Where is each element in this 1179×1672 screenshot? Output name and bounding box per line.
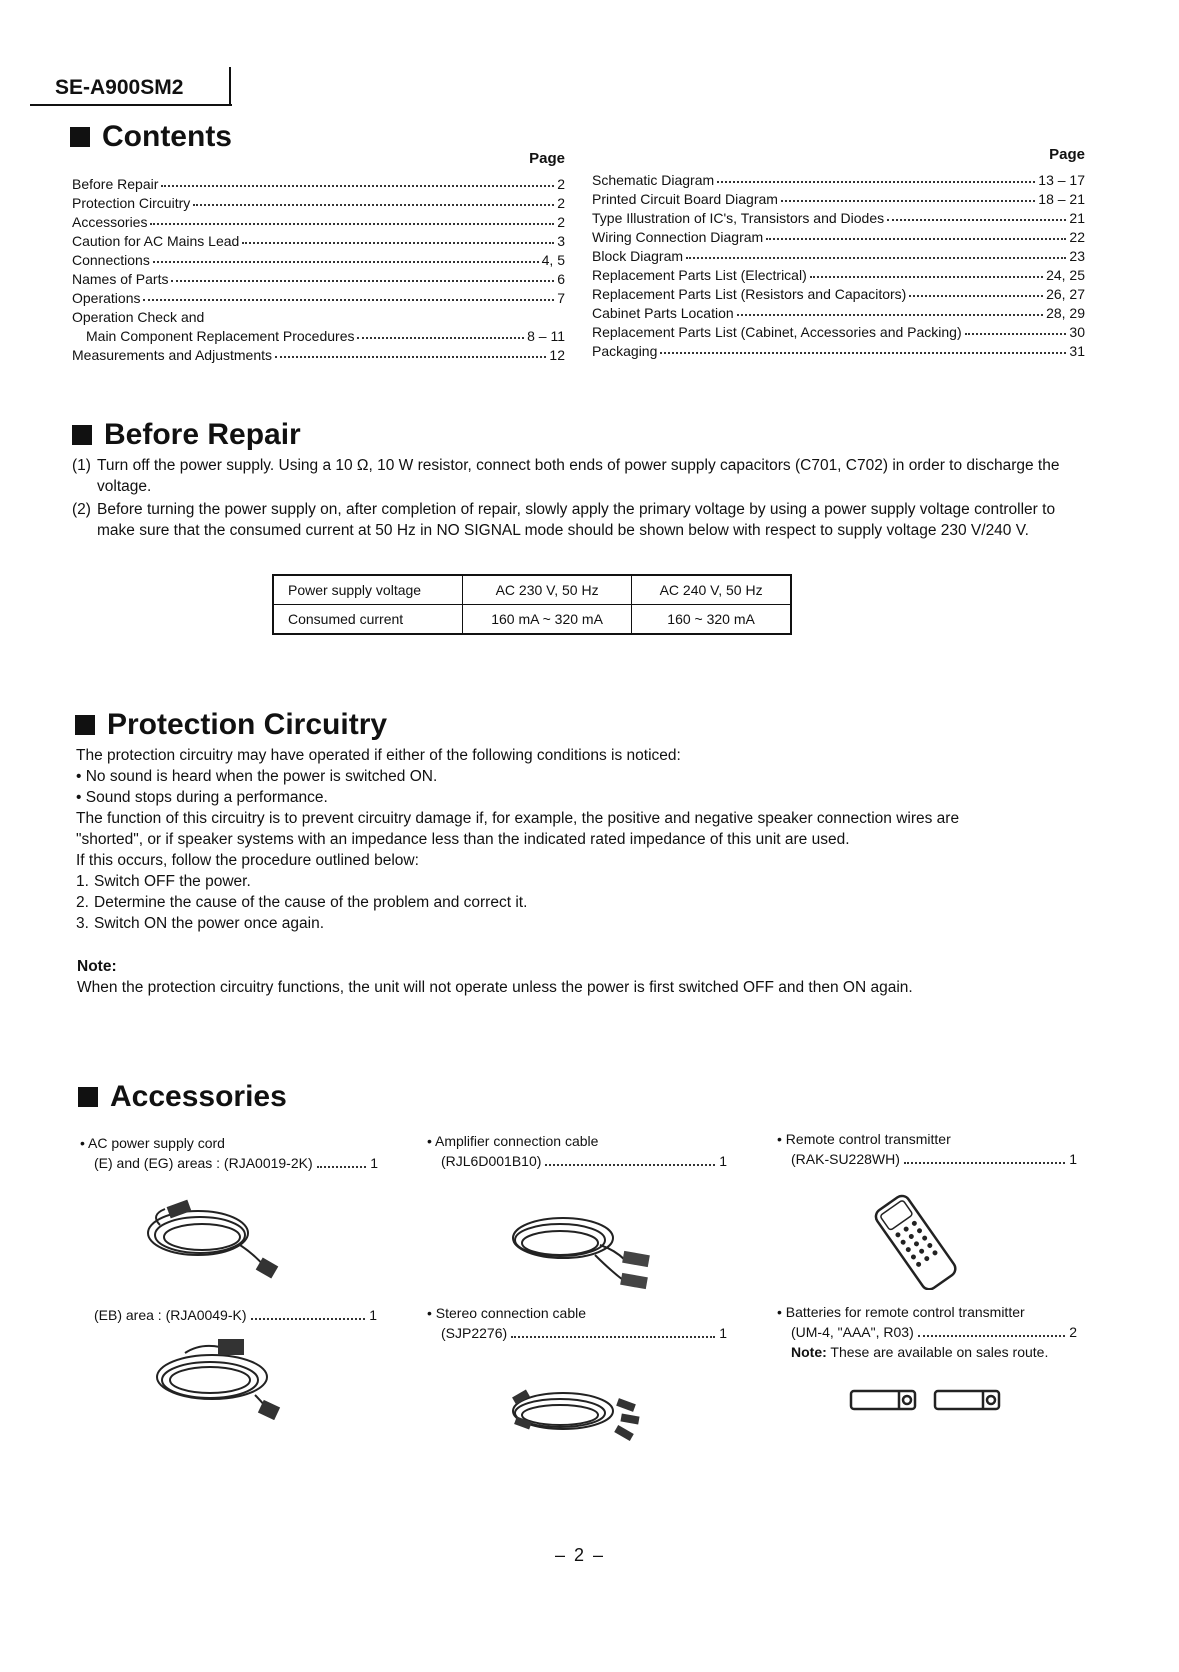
contents-title: Contents	[70, 120, 232, 154]
table-cell: Power supply voltage	[273, 575, 463, 605]
table-cell: AC 230 V, 50 Hz	[463, 575, 632, 605]
accessory-stereo-cable: • Stereo connection cable (SJP2276) 1	[427, 1305, 727, 1341]
toc-entry: Names of Parts 6	[72, 271, 565, 287]
table-cell: Consumed current	[273, 605, 463, 635]
toc-entry: Caution for AC Mains Lead 3	[72, 233, 565, 249]
header-divider	[229, 67, 231, 105]
table-row	[273, 575, 791, 605]
toc-entry: Type Illustration of IC's, Transistors and Diodes 21	[592, 210, 1085, 226]
toc-entry: Operations 7	[72, 290, 565, 306]
list-item: 1. Switch OFF the power.	[76, 873, 251, 890]
square-bullet-icon	[70, 127, 90, 147]
accessory-amplifier-cable: • Amplifier connection cable (RJL6D001B10) 1	[427, 1133, 727, 1169]
table-row	[273, 605, 791, 635]
protection-note: Note: When the protection circuitry functions, the unit will not operate unless the power is first switched OFF and then ON again.	[77, 958, 913, 996]
toc-entry: Protection Circuitry 2	[72, 195, 565, 211]
toc-entry: Packaging 31	[592, 343, 1085, 359]
toc-entry: Replacement Parts List (Resistors and Capacitors) 26, 27	[592, 286, 1085, 302]
toc-entry: Replacement Parts List (Electrical) 24, 25	[592, 267, 1085, 283]
stereo-cable-image	[505, 1375, 655, 1455]
accessory-ac-cord: • AC power supply cord (E) and (EG) areas : (RJA0019-2K) 1	[80, 1135, 378, 1171]
toc-entry: Connections 4, 5	[72, 252, 565, 268]
toc-entry: Wiring Connection Diagram 22	[592, 229, 1085, 245]
toc-entry: Schematic Diagram 13 – 17	[592, 172, 1085, 188]
accessory-remote: • Remote control transmitter (RAK-SU228WH) 1	[777, 1131, 1077, 1167]
toc-entry: Measurements and Adjustments 12	[72, 347, 565, 363]
toc-entry: Cabinet Parts Location 28, 29	[592, 305, 1085, 321]
batteries-image	[847, 1385, 1007, 1415]
page-number: – 2 –	[555, 1545, 606, 1565]
square-bullet-icon	[72, 425, 92, 445]
toc-right	[592, 146, 1085, 359]
square-bullet-icon	[75, 715, 95, 735]
list-item: 3. Switch ON the power once again.	[76, 915, 325, 932]
list-item: 2. Determine the cause of the cause of the problem and correct it.	[76, 894, 528, 911]
amplifier-cable-image	[505, 1205, 655, 1290]
accessories-title: Accessories	[78, 1080, 287, 1114]
accessory-batteries: • Batteries for remote control transmitter (UM-4, "AAA", R03) 2 Note: These are available on sales route.	[777, 1304, 1077, 1360]
protection-body: The protection circuitry may have operated if either of the following conditions is noticed: • No sound is heard when the power is switched ON. • Sound stops during a performance. The function of this circuitry is to prevent circuitry damage if, for example, the positive and negative speaker connection wires are "shorted", or if speaker systems with an impedance less than the indicated rated impedance of this unit are used. If this occurs, follow the procedure outlined below: 1. Switch OFF the power. 2. Determine the cause of the cause of the problem and correct it. 3. Switch ON the power once again.	[76, 745, 1106, 934]
toc-page-label: Page	[1049, 146, 1085, 163]
table-cell: 160 ~ 320 mA	[632, 605, 791, 635]
toc-entry: Replacement Parts List (Cabinet, Accessories and Packing) 30	[592, 324, 1085, 340]
list-item: • Sound stops during a performance.	[76, 789, 328, 806]
before-repair-steps	[72, 455, 1092, 541]
toc-entry: Main Component Replacement Procedures 8 – 11	[86, 328, 565, 344]
toc-entry: Before Repair 2	[72, 176, 565, 192]
ac-cord-image	[140, 1195, 280, 1280]
list-item: • No sound is heard when the power is switched ON.	[76, 768, 438, 785]
toc-entry: Accessories 2	[72, 214, 565, 230]
table-cell: 160 mA ~ 320 mA	[463, 605, 632, 635]
before-repair-title: Before Repair	[72, 418, 301, 452]
remote-control-image	[860, 1190, 970, 1290]
ac-cord-eb-image	[140, 1335, 285, 1420]
toc-left	[72, 150, 565, 363]
model-number: SE-A900SM2	[55, 76, 184, 99]
toc-page-label: Page	[529, 150, 565, 167]
toc-entry: Block Diagram 23	[592, 248, 1085, 264]
protection-title: Protection Circuitry	[75, 708, 387, 742]
toc-entry: Printed Circuit Board Diagram 18 – 21	[592, 191, 1085, 207]
header-rule	[30, 104, 232, 106]
square-bullet-icon	[78, 1087, 98, 1107]
accessory-ac-cord-eb: (EB) area : (RJA0049-K) 1	[94, 1307, 377, 1323]
power-supply-table	[272, 574, 792, 635]
list-item: (2) Before turning the power supply on, after completion of repair, slowly apply the primary voltage by using a power supply voltage controller to make sure that the consumed current at 50 Hz in NO SIGNAL mode should be shown below with respect to supply voltage 230 V/240 V.	[72, 501, 1056, 539]
toc-entry: Operation Check and	[72, 309, 205, 325]
table-cell: AC 240 V, 50 Hz	[632, 575, 791, 605]
list-item: (1) Turn off the power supply. Using a 10 Ω, 10 W resistor, connect both ends of power supply capacitors (C701, C702) in order to discharge the voltage.	[72, 457, 1060, 495]
